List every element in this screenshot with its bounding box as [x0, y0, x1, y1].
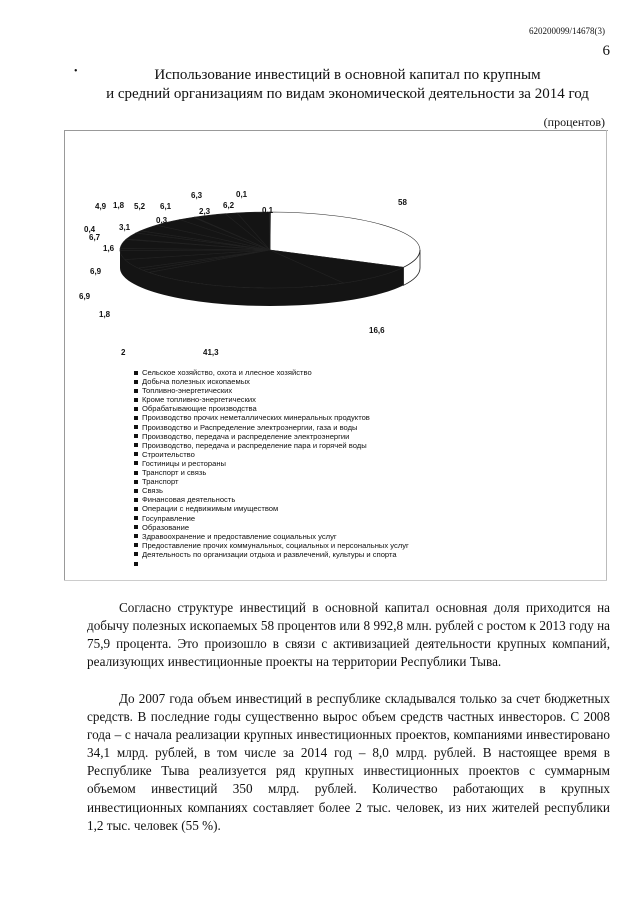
legend-item: [134, 523, 409, 532]
legend-label: Госуправление: [142, 513, 196, 523]
pie-label: 4,9: [95, 202, 107, 211]
legend-item: [134, 377, 409, 386]
legend-label: Топливно-энергетических: [142, 386, 233, 396]
legend-swatch: [134, 516, 138, 520]
bullet-mark: •: [74, 66, 78, 77]
legend-item: [134, 368, 409, 377]
pie-label: 3,1: [119, 223, 131, 232]
pie-label: 2,3: [199, 207, 211, 216]
legend-item: [134, 450, 409, 459]
legend-swatch: [134, 398, 138, 402]
legend-label: Гостиницы и рестораны: [142, 458, 227, 468]
pie-label: 41,3: [203, 348, 219, 357]
legend-label: Строительство: [142, 449, 195, 459]
pie-label: 6,3: [191, 191, 203, 200]
legend-swatch: [134, 416, 138, 420]
legend-label: Образование: [142, 522, 190, 532]
legend-label: Операции с недвижимым имуществом: [142, 504, 279, 514]
pie-label: 6,7: [89, 233, 101, 242]
chart-frame-right: [606, 130, 607, 580]
paragraph-1-text: Согласно структуре инвестиций в основной капитал основная доля приходится на добычу полезных ископаемых 58 процентов или 8 992,8 млн. рублей с ростом к 2013 году на 75,9 процента. Это произошло в связи с активизацией деятельности крупных компаний, реализующих инвестиционные проекты на территории Республики Тыва.: [87, 600, 610, 670]
legend-item: [134, 514, 409, 523]
legend-label: Обрабатывающие производства: [142, 404, 257, 414]
paragraph-2-text: До 2007 года объем инвестиций в республике складывался только за счет бюджетных средств. В последние годы существенно вырос объем средств частных инвесторов. С 2008 года – с начала реализации крупных инвестиционных проектов, компаниями инвестировано 34,1 млрд. рублей, в том числе за 2014 год – 8,0 млрд. рублей. В настоящее время в Республике Тыва реализуется ряд крупных инвестиционных проектов с суммарным объемом инвестиций 350 млрд. рублей. Количество работающих в крупных инвестиционных компаниях составляет более 2 тыс. человек, из них жителей республики 1,2 тыс. человек (55 %).: [87, 691, 610, 833]
pie-label: 5,2: [134, 202, 146, 211]
pie-label: 0,1: [262, 206, 274, 215]
legend-swatch: [134, 452, 138, 456]
legend-label: Производство прочих неметаллических минеральных продуктов: [142, 413, 370, 423]
legend-swatch: [134, 552, 138, 556]
legend-label: Кроме топливно-энергетических: [142, 395, 256, 405]
chart-title-line-2: и средний организациям по видам экономической деятельности за 2014 год: [106, 86, 589, 102]
legend-item: [134, 459, 409, 468]
chart-title: [95, 66, 600, 104]
paragraph-2: [87, 690, 610, 835]
legend-label: Производство и Распределение электроэнергии, газа и воды: [142, 422, 358, 432]
legend-item: [134, 468, 409, 477]
legend-swatch: [134, 534, 138, 538]
legend-swatch: [134, 471, 138, 475]
legend-swatch: [134, 507, 138, 511]
legend-item: [134, 504, 409, 513]
legend-item: [134, 532, 409, 541]
legend-swatch: [134, 461, 138, 465]
legend-label: Финансовая деятельность: [142, 495, 236, 505]
legend-item: [134, 541, 409, 550]
legend-item: [134, 486, 409, 495]
pie-label: 0,3: [156, 216, 168, 225]
paragraph-1: [87, 599, 610, 671]
chart-frame-bottom: [64, 580, 607, 581]
legend-item: [134, 495, 409, 504]
legend-label: Связь: [142, 486, 163, 496]
pie-label: 1,6: [103, 244, 115, 253]
pie-label: 6,1: [160, 202, 172, 211]
legend-label: Производство, передача и распределение пара и горячей воды: [142, 440, 367, 450]
pie-label: 6,2: [223, 201, 235, 210]
unit-note: (процентов): [543, 115, 605, 129]
legend-swatch: [134, 562, 138, 566]
legend-item: [134, 413, 409, 422]
legend-label: Производство, передача и распределение электроэнергии: [142, 431, 350, 441]
pie-label: 0,4: [84, 225, 96, 234]
legend-item: [134, 423, 409, 432]
legend-swatch: [134, 407, 138, 411]
page-number: 6: [602, 43, 610, 59]
legend-swatch: [134, 389, 138, 393]
pie-label: 6,9: [79, 292, 91, 301]
legend-item: [134, 395, 409, 404]
pie-label: 16,6: [369, 326, 385, 335]
legend-swatch: [134, 525, 138, 529]
legend-swatch: [134, 489, 138, 493]
legend-item: [134, 404, 409, 413]
legend-item: [134, 441, 409, 450]
pie-label: 1,8: [99, 310, 111, 319]
chart-legend: [134, 368, 409, 568]
legend-label: Сельское хозяйство, охота и ллесное хозяйство: [142, 368, 312, 377]
legend-swatch: [134, 434, 138, 438]
legend-swatch: [134, 443, 138, 447]
legend-swatch: [134, 543, 138, 547]
legend-item: [134, 477, 409, 486]
legend-item: [134, 559, 409, 568]
legend-swatch: [134, 380, 138, 384]
pie-label: 0,1: [236, 190, 248, 199]
legend-item: [134, 386, 409, 395]
legend-swatch: [134, 425, 138, 429]
pie-label: 58: [398, 198, 407, 207]
pie-label: 2: [121, 348, 126, 357]
legend-swatch: [134, 480, 138, 484]
legend-label: Предоставление прочих коммунальных, социальных и персональных услуг: [142, 540, 409, 550]
legend-label: Деятельность по организации отдыха и развлечений, культуры и спорта: [142, 549, 397, 559]
pie-label: 6,9: [90, 267, 102, 276]
document-number: 620200099/14678(3): [529, 26, 605, 36]
legend-label: Здравоохранение и предоставление социальных услуг: [142, 531, 337, 541]
legend-item: [134, 432, 409, 441]
pie-label: 1,8: [113, 201, 125, 210]
legend-swatch: [134, 498, 138, 502]
legend-label: Транспорт и связь: [142, 468, 207, 478]
chart-title-line-1: Использование инвестиций в основной капитал по крупным: [154, 67, 541, 83]
legend-item: [134, 550, 409, 559]
legend-swatch: [134, 371, 138, 375]
pie-chart: [70, 170, 470, 350]
legend-label: Транспорт: [142, 477, 179, 487]
legend-label: Добыча полезных ископаемых: [142, 377, 250, 387]
